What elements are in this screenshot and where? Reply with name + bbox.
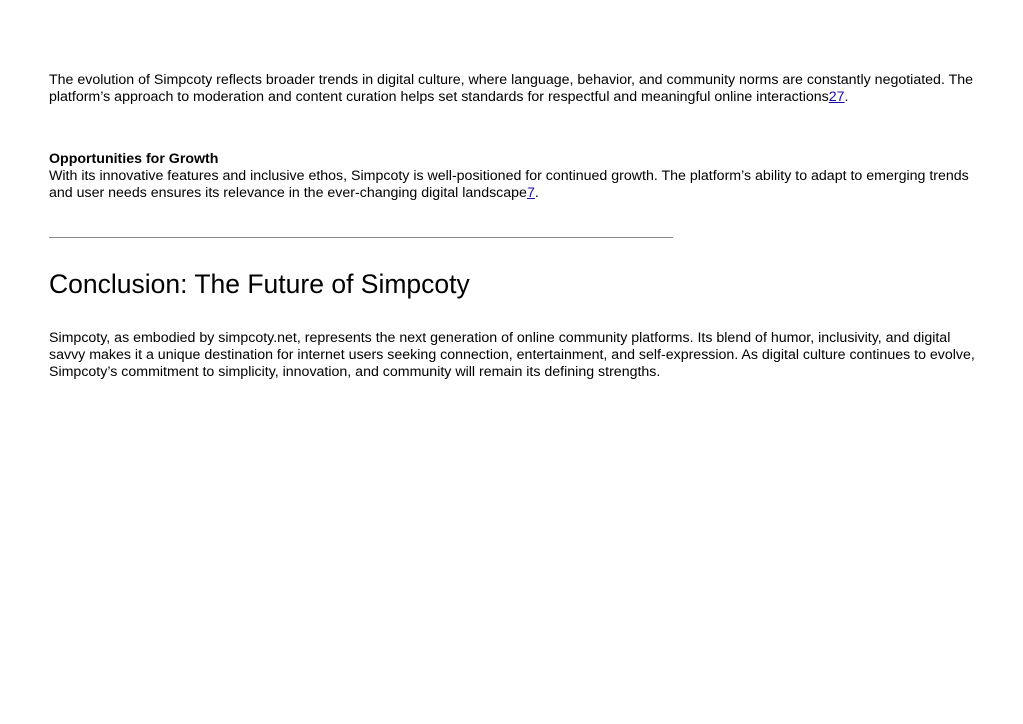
growth-paragraph [49, 151, 979, 202]
growth-heading: Opportunities for Growth [49, 151, 219, 167]
citation-link-7[interactable]: 7 [526, 185, 535, 201]
conclusion-paragraph: Simpcoty, as embodied by simpcoty.net, represents the next generation of online community platforms. Its blend of humor, inclusivity, and digital savvy makes it a unique destination for internet users seeking connection, entertainment, and self-expression. As digital culture continues to evolve, Simpcoty’s commitment to simplicity, innovation, and community will remain its defining strengths. [49, 330, 975, 380]
growth-period: . [534, 185, 539, 201]
document-body [49, 72, 979, 381]
evolution-period: . [844, 89, 849, 105]
evolution-paragraph [49, 72, 979, 106]
growth-text: With its innovative features and inclusive ethos, Simpcoty is well-positioned for continued growth. The platform’s ability to adapt to emerging trends and user needs ensures its relevance in the ever-changing digital landscape [49, 168, 969, 201]
citation-link-27[interactable]: 27 [828, 89, 845, 105]
conclusion-heading: Conclusion: The Future of Simpcoty [49, 269, 470, 299]
section-divider [49, 237, 673, 238]
evolution-text: The evolution of Simpcoty reflects broader trends in digital culture, where language, behavior, and community norms are constantly negotiated. The platform’s approach to moderation and content curation helps set standards for respectful and meaningful online interactions [49, 72, 974, 105]
